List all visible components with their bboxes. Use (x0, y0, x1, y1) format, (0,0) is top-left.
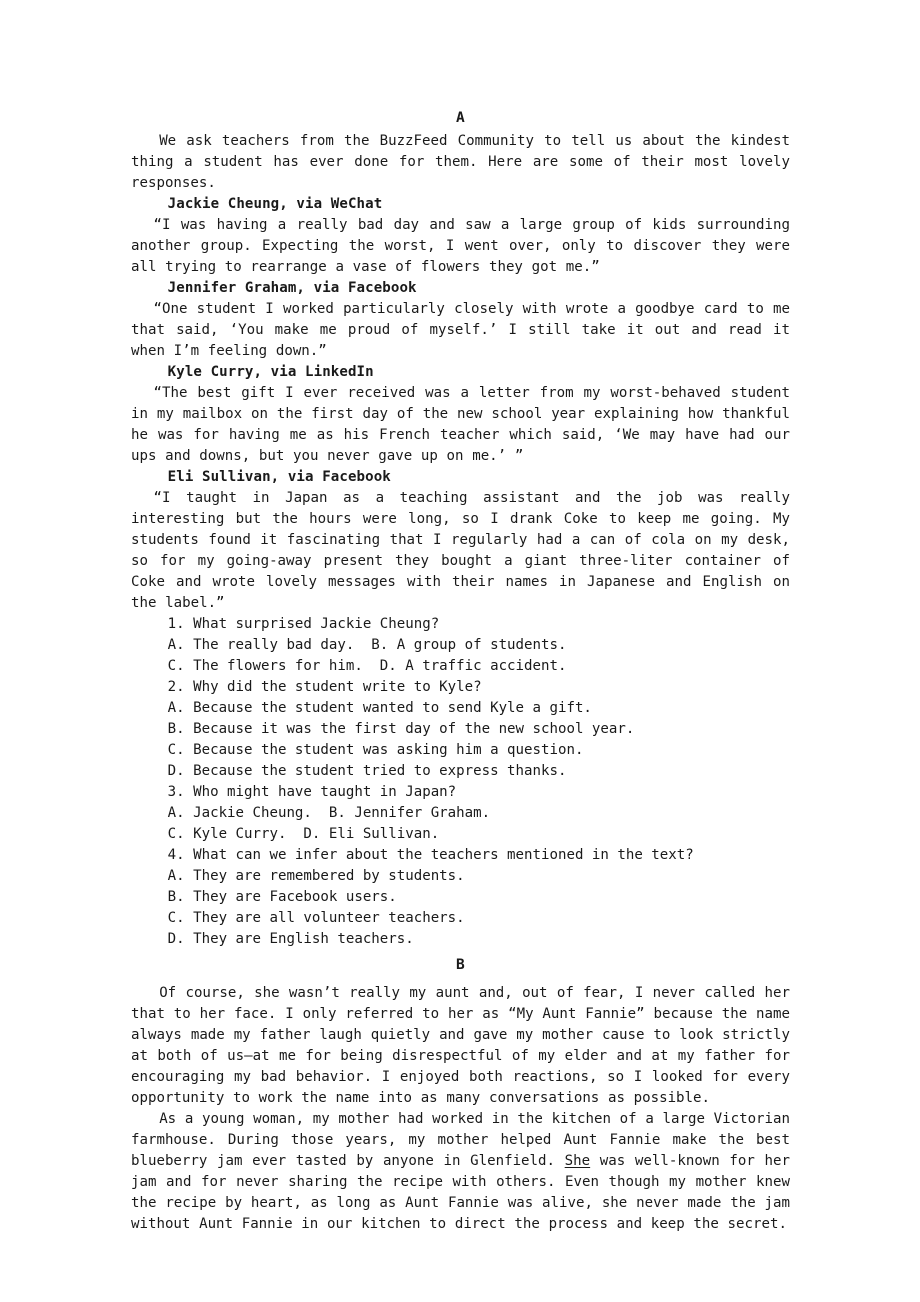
section-b-letter: B (456, 957, 465, 973)
section-b (131, 950, 790, 1235)
question-2-option-a[interactable]: A. Because the student wanted to send Kyle a gift. (167, 700, 592, 716)
question-2-option-d[interactable]: D. Because the student tried to express thanks. (167, 763, 567, 779)
section-b-paragraph-2-pre: As a young woman, my mother had worked in the kitchen of a large Victorian farmhouse. During those years, my mother helped Aunt Fannie make the best blueberry jam ever tasted by anyone in Glenfield. (131, 1111, 790, 1169)
byline-jennifer-graham: Jennifer Graham, via Facebook (167, 280, 417, 296)
section-b-paragraph-2-post: was well-known for her jam and for never sharing the recipe with others. Even though my mother knew the recipe by heart, as long as Aunt Fannie was alive, she never made the jam without Aunt Fannie in our kitchen to direct the process and keep the secret. (131, 1153, 791, 1232)
section-b-paragraph-1: Of course, she wasn’t really my aunt and, out of fear, I never called her that to her face. I only referred to her as “My Aunt Fannie” because the name always made my father laugh quietly and gave my mother cause to look strictly at both of us—at me for being disrespectful of my elder and at my father for encouraging my bad behavior. I enjoyed both reactions, so I looked for every opportunity to work the name into as many conversations as possible. (131, 985, 790, 1106)
byline-kyle-curry: Kyle Curry, via LinkedIn (167, 364, 374, 380)
question-4-option-d[interactable]: D. They are English teachers. (167, 931, 414, 947)
section-a-intro-paragraph: We ask teachers from the BuzzFeed Community to tell us about the kindest thing a student has ever done for them. Here are some of their most lovely responses. (131, 133, 790, 191)
question-3-options-ab[interactable]: A. Jackie Cheung. B. Jennifer Graham. (167, 805, 491, 821)
question-2-option-b[interactable]: B. Because it was the first day of the new school year. (167, 721, 635, 737)
question-4-option-a[interactable]: A. They are remembered by students. (167, 868, 465, 884)
question-4-option-c[interactable]: C. They are all volunteer teachers. (167, 910, 465, 926)
byline-eli-sullivan: Eli Sullivan, via Facebook (167, 469, 391, 485)
underlined-word-she: She (564, 1153, 591, 1169)
section-a-letter: A (456, 110, 465, 126)
question-4-option-b[interactable]: B. They are Facebook users. (167, 889, 397, 905)
question-list (131, 614, 790, 950)
section-b-paragraph-2 (131, 1109, 790, 1235)
question-4-stem: 4. What can we infer about the teachers mentioned in the text? (167, 847, 694, 863)
section-a (131, 108, 790, 950)
byline-jackie-cheung: Jackie Cheung, via WeChat (167, 196, 383, 212)
question-3-stem: 3. Who might have taught in Japan? (167, 784, 457, 800)
question-2-option-c[interactable]: C. Because the student was asking him a question. (167, 742, 584, 758)
quote-jackie-cheung: “I was having a really bad day and saw a large group of kids surrounding another group. Expecting the worst, I went over, only to discover they were all trying to rearrange a vase of flowers they got me.” (131, 217, 790, 275)
quote-eli-sullivan: “I taught in Japan as a teaching assistant and the job was really interesting but the hours were long, so I drank Coke to keep me going. My students found it fascinating that I regularly had a can of cola on my desk, so for my going-away present they bought a giant three-liter container of Coke and wrote lovely messages with their names in Japanese and English on the label.” (131, 490, 790, 611)
question-1-options-ab[interactable]: A. The really bad day. B. A group of students. (167, 637, 567, 653)
document-page (131, 108, 790, 1235)
quote-jennifer-graham: “One student I worked particularly closely with wrote a goodbye card to me that said, ‘You make me proud of myself.’ I still take it out and read it when I’m feeling down.” (131, 301, 790, 359)
question-1-stem: 1. What surprised Jackie Cheung? (167, 616, 440, 632)
question-3-options-cd[interactable]: C. Kyle Curry. D. Eli Sullivan. (167, 826, 440, 842)
question-1-options-cd[interactable]: C. The flowers for him. D. A traffic accident. (167, 658, 567, 674)
quote-kyle-curry: “The best gift I ever received was a letter from my worst-behaved student in my mailbox on the first day of the new school year explaining how thankful he was for having me as his French teacher which said, ‘We may have had our ups and downs, but you never gave up on me.’ ” (131, 385, 790, 464)
question-2-stem: 2. Why did the student write to Kyle? (167, 679, 482, 695)
